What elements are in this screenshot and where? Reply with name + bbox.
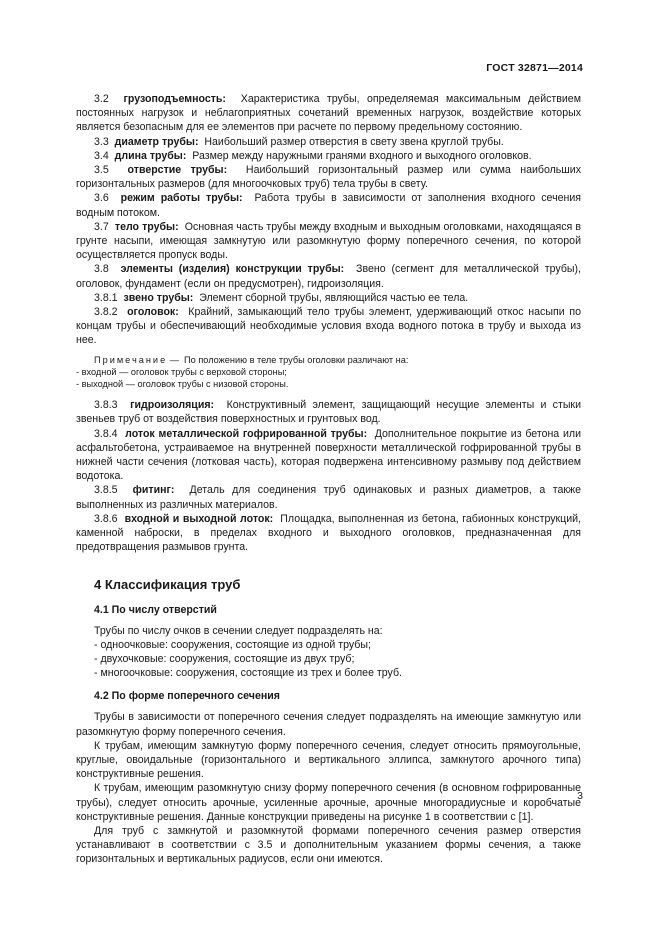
subsection-4-1-title: 4.1 По числу отверстий: [94, 603, 217, 616]
document-code: ГОСТ 32871—2014: [486, 62, 583, 74]
definition-3-3: 3.3 диаметр трубы: Наибольший размер отверстия в свету звена круглой трубы.: [94, 135, 504, 148]
subsection-4-1-intro: Трубы по числу очков в сечении следует подразделять на:: [94, 624, 383, 637]
note-item: - входной — оголовок трубы с верховой стороны;: [76, 366, 287, 377]
note-block: [76, 354, 581, 391]
note-heading: Примечание — По положению в теле трубы оголовки различают на:: [94, 354, 409, 365]
definition-3-4: 3.4 длина трубы: Размер между наружными гранями входного и выходного оголовков.: [94, 149, 532, 162]
definition-3-8-1: 3.8.1 звено трубы: Элемент сборной трубы, являющийся частью ее тела.: [94, 291, 469, 304]
definition-3-8-3: 3.8.3 гидроизоляция: Конструктивный элемент, защищающий несущие элементы и стыки звеньев труб от воздействия поверхностных и грунтовых вод.: [76, 399, 581, 426]
definition-3-6: 3.6 режим работы трубы: Работа трубы в зависимости от заполнения входного сечения водным потоком.: [76, 192, 581, 219]
definition-3-8-4: 3.8.4 лоток металлической гофрированной трубы: Дополнительное покрытие из бетона или асфальтобетона, устраиваемое на внутренней поверхности металлической гофрированной трубы в нижней части сечения (лотковая часть), которая подвержена интенсивному размыву под действием водотока.: [76, 427, 581, 483]
subsection-4-2-title: 4.2 По форме поперечного сечения: [94, 690, 280, 703]
definition-3-8: 3.8 элементы (изделия) конструкции трубы: Звено (сегмент для металлической трубы), оголовок, фундамент (если он предусмотрен), гидроизоляция.: [76, 263, 582, 290]
definition-3-8-2: 3.8.2 оголовок: Крайний, замыкающий тело трубы элемент, удерживающий откос насыпи по концам трубы и обеспечивающий необходимые условия входа водного потока в трубу и выхода из нее.: [76, 306, 581, 347]
list-item: - одноочковые: сооружения, состоящие из одной трубы;: [94, 638, 371, 651]
page-content: [76, 92, 581, 867]
paragraph: Для труб с замкнутой и разомкнутой формами поперечного сечения размер отверстия устанавливают в соответствии с 3.5 и дополнительным указанием формы сечения, а также горизонтальных и вертикальных радиусов, если они имеются.: [76, 824, 581, 866]
list-item: - многоочковые: сооружения, состоящие из трех и более труб.: [94, 667, 402, 680]
definition-3-7: 3.7 тело трубы: Основная часть трубы между входным и выходным оголовками, находящаяся в грунте насыпи, имеющая замкнутую или разомкнутую форму поперечного сечения, по которой осуществляется пропуск воды.: [76, 220, 581, 262]
definition-3-5: 3.5 отверстие трубы: Наибольший горизонтальный размер или сумма наибольших горизонтальных размеров (для многоочковых труб) тела трубы в свету.: [76, 164, 582, 191]
section-4-title: 4 Классификация труб: [94, 576, 241, 592]
paragraph: К трубам, имеющим разомкнутую снизу форму поперечного сечения (в основном гофрированные трубы), следует относить арочные, усиленные арочные, арочные многорадиусные и коробчатые конструктивные решения. Данные конструкции приведены на рисунке 1 в соответствии с [1].: [76, 782, 581, 823]
paragraph: К трубам, имеющим замкнутую форму поперечного сечения, следует относить прямоугольные, круглые, овоидальные (горизонтального и вертикального эллипса, замкнутого арочного типа) конструктивные решения.: [76, 739, 581, 781]
definitions-list: [76, 92, 581, 348]
list-item: - двухочковые: сооружения, состоящие из двух труб;: [94, 652, 355, 665]
definition-3-2: 3.2 грузоподъемность: Характеристика трубы, определяемая максимальным действием постоянных нагрузок и неблагоприятных сочетаний временных нагрузок, воздействие которых является безопасным для ее элементов при расчете по первому предельному состоянию.: [76, 93, 581, 134]
note-item: - выходной — оголовок трубы с низовой стороны.: [76, 379, 289, 390]
paragraph: Трубы в зависимости от поперечного сечения следует подразделять на имеющие замкнутую или разомкнутую форму поперечного сечения.: [76, 711, 581, 738]
definitions-list-2: [76, 398, 581, 554]
definition-3-8-5: 3.8.5 фитинг: Деталь для соединения труб одинаковых и разных диаметров, а также выполненных из различных материалов.: [76, 484, 581, 511]
definition-3-8-6: 3.8.6 входной и выходной лоток: Площадка, выполненная из бетона, габионных конструкций, каменной наброски, в пределах входного и выходного оголовков, предназначенная для предотвращения размывов грунта.: [76, 512, 582, 554]
page-number: 3: [577, 790, 583, 802]
